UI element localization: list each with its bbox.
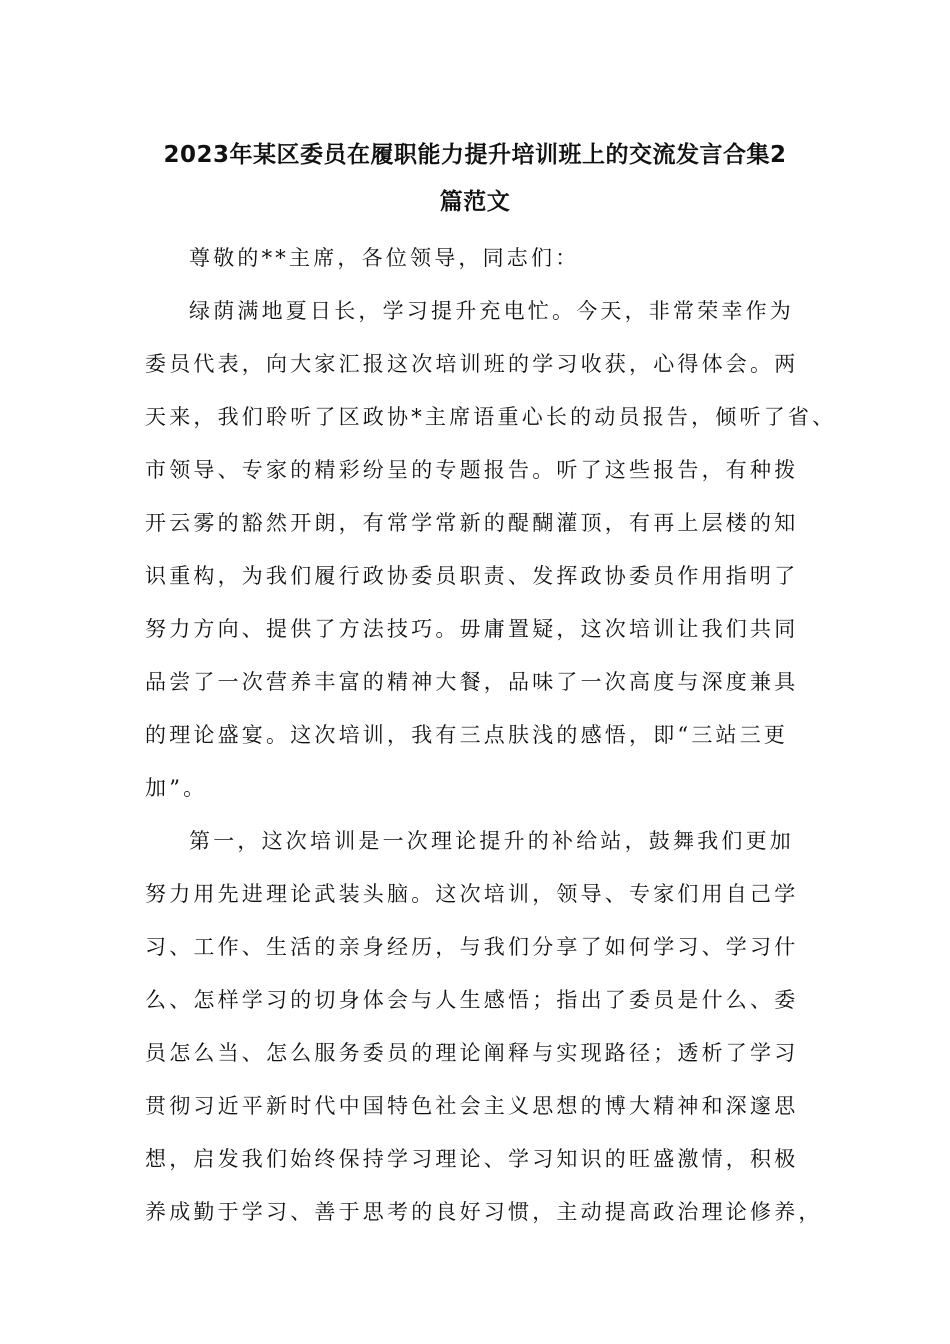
document-title-line-1: 2023年某区委员在履职能力提升培训班上的交流发言合集2 — [163, 142, 787, 168]
body-line: 加”。 — [145, 776, 208, 800]
body-line: 市领导、专家的精彩纷呈的专题报告。听了这些报告，有种拨 — [145, 458, 799, 482]
body-line: 养成勤于学习、善于思考的良好习惯，主动提高政治理论修养， — [145, 1200, 823, 1224]
body-line: 开云雾的豁然开朗，有常学常新的醍醐灌顶，有再上层楼的知 — [145, 511, 799, 535]
body-line: 努力用先进理论武装头脑。这次培训，领导、专家们用自己学 — [145, 882, 799, 906]
salutation-line: 尊敬的**主席，各位领导，同志们： — [189, 246, 580, 270]
body-line: 绿荫满地夏日长，学习提升充电忙。今天，非常荣幸作为 — [189, 299, 794, 323]
body-line: 委员代表，向大家汇报这次培训班的学习收获，心得体会。两 — [145, 352, 799, 376]
document-title-line-2: 篇范文 — [439, 189, 511, 215]
body-line: 努力方向、提供了方法技巧。毋庸置疑，这次培训让我们共同 — [145, 617, 799, 641]
body-line: 识重构，为我们履行政协委员职责、发挥政协委员作用指明了 — [145, 564, 799, 588]
body-line: 的理论盛宴。这次培训，我有三点肤浅的感悟，即“三站三更 — [145, 723, 789, 747]
body-line: 贯彻习近平新时代中国特色社会主义思想的博大精神和深邃思 — [145, 1094, 799, 1118]
body-line: 员怎么当、怎么服务委员的理论阐释与实现路径；透析了学习 — [145, 1041, 799, 1065]
body-line: 想，启发我们始终保持学习理论、学习知识的旺盛激情，积极 — [145, 1147, 799, 1171]
body-line: 第一，这次培训是一次理论提升的补给站，鼓舞我们更加 — [189, 829, 794, 853]
body-line: 习、工作、生活的亲身经历，与我们分享了如何学习、学习什 — [145, 935, 799, 959]
body-line: 天来，我们聆听了区政协*主席语重心长的动员报告，倾听了省、 — [145, 405, 837, 429]
body-line: 么、怎样学习的切身体会与人生感悟；指出了委员是什么、委 — [145, 988, 799, 1012]
body-line: 品尝了一次营养丰富的精神大餐，品味了一次高度与深度兼具 — [145, 670, 799, 694]
